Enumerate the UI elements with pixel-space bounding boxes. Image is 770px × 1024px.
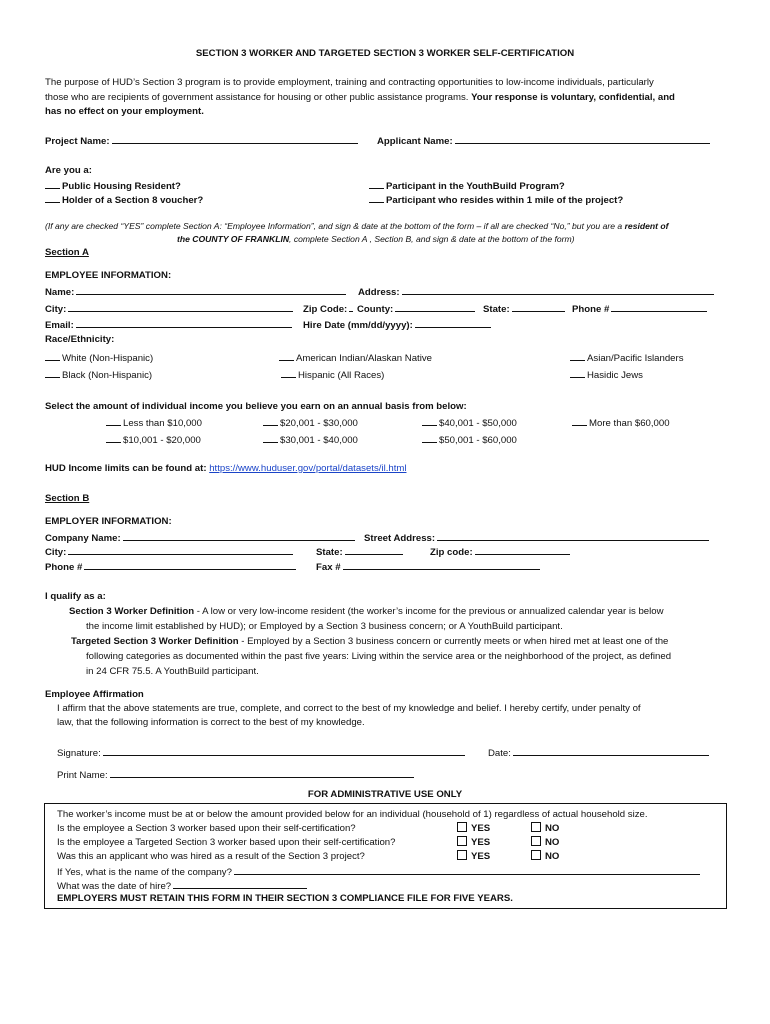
intro-line-2: [45, 91, 675, 104]
employee-state-row: [483, 301, 565, 316]
affirmation-line-1: I affirm that the above statements are true, complete, and correct to the best of my knowledge and belief. I hereby certify, under penalty of: [57, 703, 641, 714]
employer-zip-row: [430, 544, 570, 559]
employer-fax-field[interactable]: [343, 559, 540, 570]
q3-no-checkbox[interactable]: [531, 850, 541, 860]
public-housing-label: Public Housing Resident?: [62, 181, 181, 192]
within-mile-label: Participant who resides within 1 mile of the project?: [386, 195, 624, 206]
project-name-label: Project Name:: [45, 136, 110, 147]
income-check-4[interactable]: [263, 432, 278, 443]
employer-zip-label: Zip code:: [430, 547, 473, 558]
admin-q3: Was this an applicant who was hired as a result of the Section 3 project?: [57, 851, 365, 862]
income-check-2[interactable]: [106, 432, 121, 443]
employer-city-row: [45, 544, 293, 559]
q2-no-checkbox[interactable]: [531, 836, 541, 846]
print-name-label: Print Name:: [57, 770, 108, 781]
retain-notice: EMPLOYERS MUST RETAIN THIS FORM IN THEIR SECTION 3 COMPLIANCE FILE FOR FIVE YEARS.: [57, 893, 513, 904]
employee-address-field[interactable]: [402, 284, 714, 295]
race-asian-label: Asian/Pacific Islanders: [587, 353, 684, 364]
q2-yes-label: YES: [471, 837, 491, 848]
admin-hire-date-field[interactable]: [173, 878, 307, 889]
employer-state-row: [316, 544, 403, 559]
race-black-check[interactable]: [45, 367, 60, 378]
employer-fax-label: Fax #: [316, 562, 341, 573]
race-black-row: [45, 367, 152, 382]
income-label-5: $40,001 - $50,000: [439, 418, 517, 429]
race-hispanic-check[interactable]: [281, 367, 296, 378]
intro-line-1: The purpose of HUD’s Section 3 program is to provide employment, training and contracting opportunities to low-income individuals, particularly: [45, 77, 654, 88]
q3-no-label: NO: [545, 851, 560, 862]
race-american-indian-row: [279, 350, 432, 365]
income-option-3: [263, 415, 358, 430]
youthbuild-label: Participant in the YouthBuild Program?: [386, 181, 565, 192]
intro-line-3: has no effect on your employment.: [45, 106, 204, 117]
def2-title: Targeted Section 3 Worker Definition: [71, 636, 239, 647]
income-label-6: $50,001 - $60,000: [439, 435, 517, 446]
income-option-7: [572, 415, 670, 430]
date-field[interactable]: [513, 745, 709, 756]
employee-address-label: Address:: [358, 287, 400, 298]
race-asian-check[interactable]: [570, 350, 585, 361]
q3-yes-option[interactable]: [457, 850, 490, 863]
def1-text: - A low or very low-income resident (the worker’s income for the previous or annualized calendar year is below: [194, 606, 664, 617]
project-name-row: [45, 133, 358, 148]
q2-yes-option[interactable]: [457, 836, 490, 849]
def2-line-3: in 24 CFR 75.5. A YouthBuild participant.: [86, 666, 259, 677]
q2-no-option[interactable]: [531, 836, 559, 849]
admin-company-row: [57, 864, 700, 879]
employer-city-field[interactable]: [68, 544, 293, 555]
race-asian-row: [570, 350, 684, 365]
instruction-text-2: , complete Section A , Section B, and sign & date at the bottom of the form): [289, 234, 575, 244]
instruction-line-1: [45, 220, 669, 233]
street-address-field[interactable]: [437, 530, 709, 541]
income-check-1[interactable]: [106, 415, 121, 426]
hud-limits-label: HUD Income limits can be found at:: [45, 463, 210, 474]
q2-yes-checkbox[interactable]: [457, 836, 467, 846]
applicant-name-label: Applicant Name:: [377, 136, 453, 147]
employer-info-heading: EMPLOYER INFORMATION:: [45, 516, 172, 527]
race-label: Race/Ethnicity:: [45, 334, 115, 345]
race-white-label: White (Non-Hispanic): [62, 353, 154, 364]
race-hispanic-row: [281, 367, 384, 382]
employer-state-field[interactable]: [345, 544, 403, 555]
instruction-bold: resident of: [624, 221, 669, 231]
hire-date-row: [303, 317, 491, 332]
admin-company-field[interactable]: [234, 864, 700, 875]
employee-county-row: [357, 301, 475, 316]
qualify-label: I qualify as a:: [45, 591, 106, 602]
employee-name-row: [45, 284, 346, 299]
youthbuild-check[interactable]: [369, 178, 384, 189]
admin-box: [44, 803, 727, 909]
def2-text: - Employed by a Section 3 business concern or currently meets or when hired met at least one of the: [238, 636, 669, 647]
income-label-1: Less than $10,000: [123, 418, 202, 429]
signature-row: [57, 745, 465, 760]
def1-line-2: the income limit established by HUD); or Employed by a Section 3 business concern; or A YouthBuild participant.: [86, 621, 563, 632]
project-name-field[interactable]: [112, 133, 358, 144]
admin-income-note: The worker’s income must be at or below the amount provided below for an individual (household of 1) regardless of actual household size.: [57, 809, 648, 820]
income-label-7: More than $60,000: [589, 418, 670, 429]
company-name-field[interactable]: [123, 530, 355, 541]
employee-info-heading: EMPLOYEE INFORMATION:: [45, 270, 172, 281]
employee-name-label: Name:: [45, 287, 75, 298]
employee-state-label: State:: [483, 304, 510, 315]
employee-zip-label: Zip Code:: [303, 304, 348, 315]
income-check-3[interactable]: [263, 415, 278, 426]
employee-name-field[interactable]: [76, 284, 346, 295]
are-you-label: Are you a:: [45, 165, 92, 176]
q1-yes-label: YES: [471, 823, 491, 834]
q1-no-option[interactable]: [531, 822, 559, 835]
race-hispanic-label: Hispanic (All Races): [298, 370, 385, 381]
date-label: Date:: [488, 748, 511, 759]
section-b-heading: Section B: [45, 493, 90, 504]
employer-state-label: State:: [316, 547, 343, 558]
income-option-2: [106, 432, 201, 447]
admin-q1: Is the employee a Section 3 worker based upon their self-certification?: [57, 823, 356, 834]
income-check-5[interactable]: [422, 415, 437, 426]
income-label-4: $30,001 - $40,000: [280, 435, 358, 446]
employee-zip-row: [303, 301, 353, 316]
county-name: the COUNTY OF FRANKLIN: [177, 234, 290, 244]
income-check-7[interactable]: [572, 415, 587, 426]
income-label-2: $10,001 - $20,000: [123, 435, 201, 446]
street-address-label: Street Address:: [364, 533, 436, 544]
employee-email-label: Email:: [45, 320, 74, 331]
def2-line-1: [71, 635, 668, 648]
employee-county-label: County:: [357, 304, 394, 315]
signature-field[interactable]: [103, 745, 465, 756]
intro-text: those who are recipients of government assistance for housing or other public assistance programs.: [45, 92, 472, 103]
signature-label: Signature:: [57, 748, 101, 759]
employee-zip-field[interactable]: [349, 301, 353, 312]
employee-city-field[interactable]: [68, 301, 293, 312]
def1-title: Section 3 Worker Definition: [69, 606, 195, 617]
admin-hire-date-label: What was the date of hire?: [57, 881, 172, 892]
income-label-3: $20,001 - $30,000: [280, 418, 358, 429]
income-option-4: [263, 432, 358, 447]
employee-phone-label: Phone #: [572, 304, 610, 315]
race-white-check[interactable]: [45, 350, 60, 361]
race-american-indian-check[interactable]: [279, 350, 294, 361]
street-address-row: [364, 530, 709, 545]
employee-address-row: [358, 284, 714, 299]
instruction-line-2: [177, 233, 575, 246]
applicant-name-row: [377, 133, 710, 148]
q1-no-label: NO: [545, 823, 560, 834]
within-mile-check[interactable]: [369, 192, 384, 203]
employee-county-field[interactable]: [395, 301, 475, 312]
race-hasidic-check[interactable]: [570, 367, 585, 378]
employer-city-label: City:: [45, 547, 67, 558]
employee-phone-field[interactable]: [611, 301, 707, 312]
section8-row: [45, 192, 203, 207]
q1-yes-checkbox[interactable]: [457, 822, 467, 832]
income-prompt: Select the amount of individual income you believe you earn on an annual basis from below:: [45, 401, 467, 412]
income-option-6: [422, 432, 517, 447]
public-housing-row: [45, 178, 181, 193]
q3-yes-label: YES: [471, 851, 491, 862]
section8-label: Holder of a Section 8 voucher?: [62, 195, 204, 206]
company-name-row: [45, 530, 355, 545]
admin-q2: Is the employee a Targeted Section 3 worker based upon their self-certification?: [57, 837, 396, 848]
q1-no-checkbox[interactable]: [531, 822, 541, 832]
employee-email-row: [45, 317, 292, 332]
instruction-text: (If any are checked “YES” complete Section A: “Employee Information”, and sign & date at the bottom of the form – if all are checked “No,” but you are a: [45, 221, 625, 231]
race-american-indian-label: American Indian/Alaskan Native: [296, 353, 432, 364]
income-check-6[interactable]: [422, 432, 437, 443]
employer-fax-row: [316, 559, 540, 574]
print-name-field[interactable]: [110, 767, 414, 778]
income-option-5: [422, 415, 517, 430]
race-hasidic-label: Hasidic Jews: [587, 370, 643, 381]
race-hasidic-row: [570, 367, 643, 382]
employee-city-row: [45, 301, 293, 316]
employee-phone-row: [572, 301, 707, 316]
hire-date-field[interactable]: [415, 317, 491, 328]
employee-email-field[interactable]: [76, 317, 292, 328]
form-title: SECTION 3 WORKER AND TARGETED SECTION 3 WORKER SELF-CERTIFICATION: [195, 48, 575, 59]
hud-limits-row: [45, 462, 407, 475]
public-housing-check[interactable]: [45, 178, 60, 189]
print-name-row: [57, 767, 414, 782]
company-name-label: Company Name:: [45, 533, 121, 544]
affirmation-heading: Employee Affirmation: [45, 689, 144, 700]
within-mile-row: [369, 192, 623, 207]
def2-line-2: following categories as documented within the past five years: Living within the service area or the neighborhood of the project, as defined: [86, 651, 672, 662]
income-option-1: [106, 415, 202, 430]
admin-heading: FOR ADMINISTRATIVE USE ONLY: [307, 789, 463, 800]
hud-limits-link[interactable]: https://www.huduser.gov/portal/datasets/il.html: [209, 463, 407, 474]
def1-line-1: [69, 605, 664, 618]
q3-no-option[interactable]: [531, 850, 559, 863]
admin-company-label: If Yes, what is the name of the company?: [57, 867, 232, 878]
employee-state-field[interactable]: [512, 301, 565, 312]
employee-city-label: City:: [45, 304, 67, 315]
admin-hire-date-row: [57, 878, 307, 893]
race-black-label: Black (Non-Hispanic): [62, 370, 153, 381]
section-a-heading: Section A: [45, 247, 89, 258]
employer-phone-label: Phone #: [45, 562, 83, 573]
applicant-name-field[interactable]: [455, 133, 710, 144]
affirmation-line-2: law, that the following information is correct to the best of my knowledge.: [57, 717, 365, 728]
youthbuild-row: [369, 178, 565, 193]
employer-phone-field[interactable]: [84, 559, 296, 570]
race-white-row: [45, 350, 153, 365]
date-row: [488, 745, 709, 760]
employer-phone-row: [45, 559, 296, 574]
section8-check[interactable]: [45, 192, 60, 203]
hire-date-label: Hire Date (mm/dd/yyyy):: [303, 320, 413, 331]
q3-yes-checkbox[interactable]: [457, 850, 467, 860]
intro-bold-text: Your response is voluntary, confidential, and: [471, 92, 675, 103]
employer-zip-field[interactable]: [475, 544, 570, 555]
q2-no-label: NO: [545, 837, 560, 848]
q1-yes-option[interactable]: [457, 822, 490, 835]
